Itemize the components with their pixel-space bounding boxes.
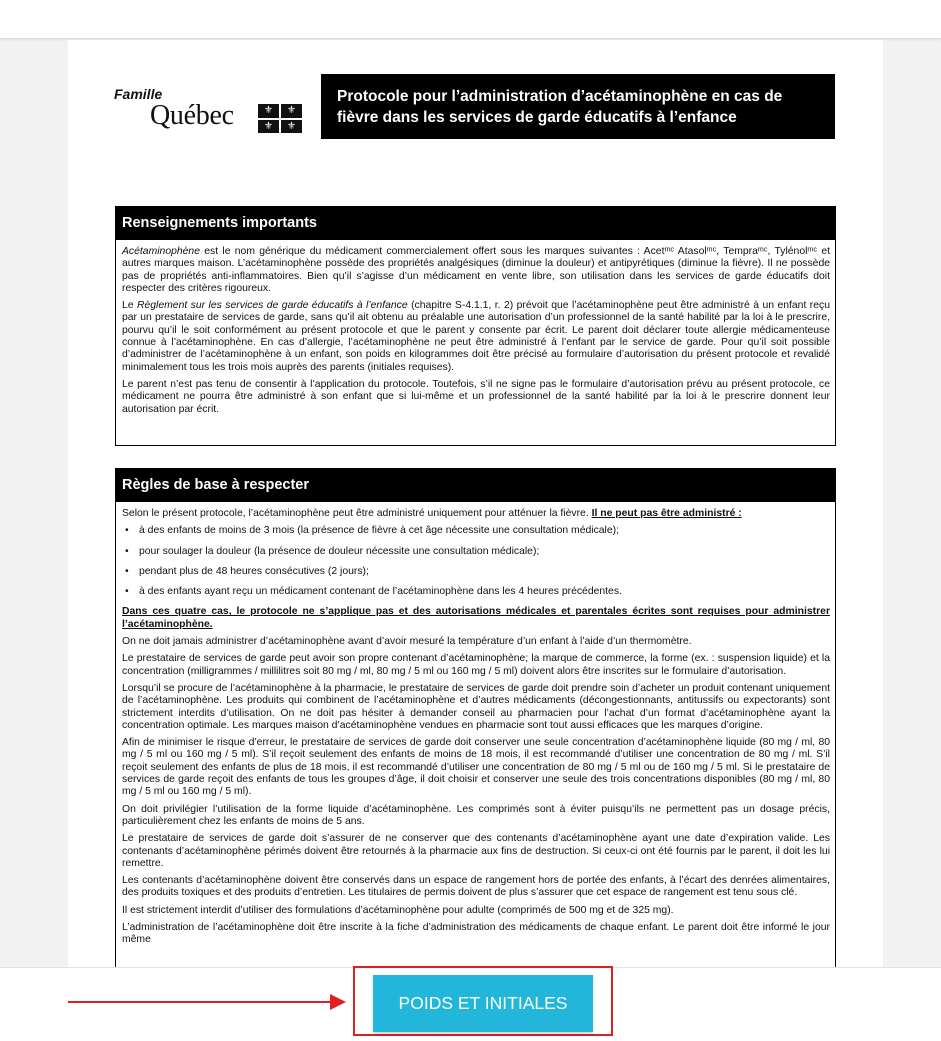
famille-quebec-logo	[114, 86, 296, 136]
list-item: • pendant plus de 48 heures consécutives (2 jours);	[136, 566, 830, 578]
section-body	[116, 240, 835, 416]
logo-famille-text: Famille	[114, 86, 163, 102]
paragraph: On ne doit jamais administrer d’acétaminophène avant d’avoir mesuré la température d’un enfant à l’aide d’un thermomètre.	[122, 636, 692, 648]
document-title: Protocole pour l’administration d’acétaminophène en cas de fièvre dans les services de garde éducatifs à l’enfance	[321, 74, 835, 139]
section-important-info	[115, 206, 836, 446]
paragraph: Le prestataire de services de garde peut avoir son propre contenant d’acétaminophène; la marque de commerce, la forme (ex. : suspension liquide) et la concentration (milligrammes / millilitres soit 80 mg / ml, 80 mg / 5 ml ou 160 mg / 5 ml) doivent alors être inscrites sur le formulaire d’autorisation.	[122, 653, 830, 677]
list-item: • pour soulager la douleur (la présence de douleur nécessite une consultation médicale);	[136, 546, 830, 558]
paragraph: Acétaminophène est le nom générique du médicament commercialement offert sous les marques suivantes : Acetᵐᶜ Atasolᵐᶜ, Tempraᵐᶜ, Tylénolᵐᶜ et autres marques maison. L’acétaminophène possède des propriétés analgésiques (diminue la douleur) et antipyrétiques (diminue la fièvre). Il ne possède pas de propriétés anti-inflammatoires. Bien qu’il s’agisse d’un médicament en vente libre, son utilisation dans les services de garde éducatifs doit respecter des critères rigoureux.	[122, 246, 830, 294]
paragraph: Le Règlement sur les services de garde éducatifs à l’enfance (chapitre S-4.1.1, r. 2) prévoit que l’acétaminophène peut être administré à un enfant reçu par un prestataire de services de garde, sans qu’il ait obtenu au préalable une autorisation d’un professionnel de la santé habilité par la loi à le prescrire, pourvu qu’il le soit conformément au présent protocole et que le parent y consente par écrit. Le parent doit déclarer toute allergie médicamenteuse connue à l’acétaminophène. En cas d’allergie, l’acétaminophène ne peut être administré à l’enfant par le service de garde. Pour qu’il soit possible d’administrer de l’acétaminophène à un enfant, son poids en kilogrammes doit être précisé au formulaire d’autorisation du présent protocole et revalidé minimalement tous les trois mois auprès des parents (initiales requises).	[122, 300, 830, 373]
paragraph: On doit privilégier l’utilisation de la forme liquide d’acétaminophène. Les comprimés sont à éviter puisqu’ils ne permettent pas un dosage précis, particulièrement chez les enfants de moins de 5 ans.	[122, 803, 830, 827]
paragraph: Selon le présent protocole, l’acétaminophène peut être administré uniquement pour atténuer la fièvre. Il ne peut pas être administré :	[122, 508, 742, 519]
section-heading: Règles de base à respecter	[116, 469, 835, 502]
list-item: • à des enfants de moins de 3 mois (la présence de fièvre à cet âge nécessite une consultation médicale);	[136, 525, 830, 537]
paragraph: Dans ces quatre cas, le protocole ne s’applique pas et des autorisations médicales et parentales écrites sont requises pour administrer l’acétaminophène.	[122, 606, 830, 630]
document-page	[68, 40, 883, 970]
section-basic-rules	[115, 468, 836, 970]
section-body	[116, 502, 835, 947]
top-bar	[0, 0, 941, 39]
paragraph: Le parent n’est pas tenu de consentir à l’application du protocole. Toutefois, s’il ne signe pas le formulaire d’autorisation prévu au présent protocole, ce médicament ne pourra être administré à son enfant que si lui-même et un professionnel de la santé habilité par la loi à le prescrire donnent leur autorisation par écrit.	[122, 378, 830, 415]
paragraph: L’administration de l’acétaminophène doit être inscrite à la fiche d’administration des médicaments de chaque enfant. Le parent doit être informé le jour même	[122, 922, 830, 946]
section-heading: Renseignements importants	[116, 207, 835, 240]
paragraph: Les contenants d’acétaminophène doivent être conservés dans un espace de rangement hors de portée des enfants, à l’écart des denrées alimentaires, des produits toxiques et des produits d’entretien. Les titulaires de permis doivent de plus s’assurer que cet espace de rangement est tenu sous clé.	[122, 875, 830, 899]
list-item: • à des enfants ayant reçu un médicament contenant de l’acétaminophène dans les 4 heures précédentes.	[136, 586, 830, 598]
paragraph: Lorsqu’il se procure de l’acétaminophène à la pharmacie, le prestataire de services de garde doit prendre soin d’acheter un produit contenant uniquement de l’acétaminophène. Les produits qui combinent de l’acétaminophène et d’autres médicaments (décongestionnants, antitussifs ou expectorants) sont strictement interdits d’utilisation. On ne doit pas hésiter à demander conseil au pharmacien pour l’achat d’un format d’acétaminophène ayant la concentration optimale. Les marques maison d’acétaminophène vendues en pharmacie sont tout aussi efficaces que les marques d’origine.	[122, 682, 830, 731]
paragraph: Le prestataire de services de garde doit s’assurer de ne conserver que des contenants d’acétaminophène ayant une date d’expiration valide. Les contenants d’acétaminophène périmés doivent être retournés à la pharmacie aux fins de destruction. Si ceux-ci ont été fournis par le parent, il doit les lui remettre.	[122, 833, 830, 869]
paragraph: Il est strictement interdit d’utiliser des formulations d’acétaminophène pour adulte (comprimés de 500 mg et de 325 mg).	[122, 904, 674, 916]
paragraph: Afin de minimiser le risque d’erreur, le prestataire de services de garde doit conserver une seule concentration d’acétaminophène liquide (80 mg / ml, 80 mg / 5 ml ou 160 mg / 5 ml). S’il reçoit seulement des enfants de moins de 18 mois, il est recommandé d’utiliser une concentration de 80 mg / ml. S’il reçoit seulement des enfants de plus de 18 mois, il est recommandé d’utiliser une concentration de 80 mg / 5 ml ou de 160 mg / 5 ml. Si le prestataire de services de garde reçoit des enfants de tous les groupes d’âge, il doit choisir et conserver une seule des trois concentrations disponibles (80 mg / ml, 80 mg / 5 ml ou 160 mg / 5 ml).	[122, 737, 830, 798]
quebec-flag-icon: ⚜ ⚜ ⚜ ⚜	[258, 104, 302, 133]
weight-initials-button[interactable]: POIDS ET INITIALES	[373, 975, 593, 1032]
pointer-arrow-icon	[68, 992, 346, 1012]
logo-quebec-text: Québec	[150, 100, 234, 131]
bullet-list	[122, 525, 830, 598]
